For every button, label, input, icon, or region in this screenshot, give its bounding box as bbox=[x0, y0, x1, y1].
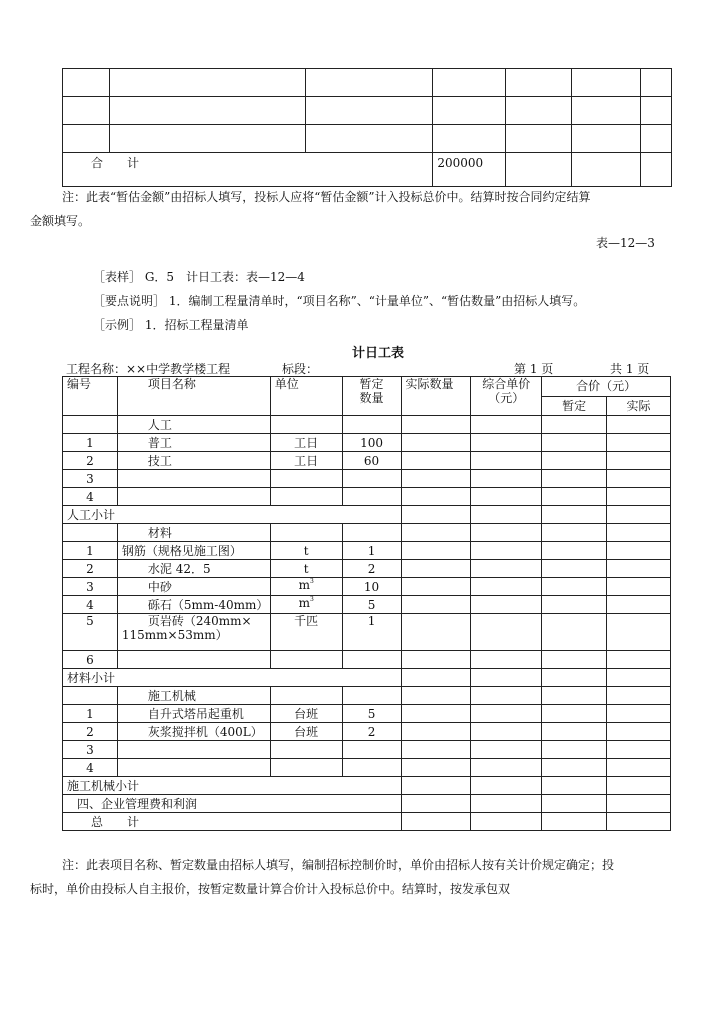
project-name: 工程名称：××中学教学楼工程 bbox=[66, 362, 231, 376]
header-unit-price: 综合单价 （元） bbox=[471, 377, 542, 416]
table-row bbox=[63, 97, 672, 125]
header-actual-qty: 实际数量 bbox=[401, 377, 471, 416]
table-row: 1 钢筋（规格见施工图） t 1 bbox=[63, 542, 671, 560]
header-total: 合价（元） bbox=[542, 377, 671, 397]
machinery-heading: 施工机械 bbox=[117, 687, 270, 705]
total-label: 合 计 bbox=[63, 153, 433, 187]
subtotal-row bbox=[63, 506, 671, 524]
header-unit: 单位 bbox=[270, 377, 342, 416]
table-row bbox=[63, 69, 672, 97]
top-provisional-table bbox=[62, 68, 672, 187]
section-heading-row bbox=[63, 687, 671, 705]
section-heading-row bbox=[63, 524, 671, 542]
mgmt-row bbox=[63, 795, 671, 813]
header-no: 编号 bbox=[63, 377, 118, 416]
header-row bbox=[63, 377, 671, 397]
table-row: 6 bbox=[63, 651, 671, 669]
spec-line: ［表样］ G．5 计日工表：表—12—4 bbox=[93, 270, 305, 284]
header-total-est: 暂定 bbox=[542, 396, 607, 416]
table-row: 3 bbox=[63, 741, 671, 759]
note-line: 金额填写。 bbox=[30, 214, 91, 228]
subtotal-row bbox=[63, 777, 671, 795]
table-reference: 表—12—3 bbox=[596, 236, 655, 250]
table-row bbox=[63, 125, 672, 153]
header-qty: 暂定 数量 bbox=[342, 377, 401, 416]
grand-total-row bbox=[63, 813, 671, 831]
form-title: 计日工表 bbox=[352, 346, 405, 361]
total-amount: 200000 bbox=[433, 153, 506, 187]
machinery-subtotal: 施工机械小计 bbox=[63, 777, 402, 795]
table-row: 1 自升式塔吊起重机 台班 5 bbox=[63, 705, 671, 723]
table-row: 4 砾石（5mm-40mm） $m^3$ 5 bbox=[63, 596, 671, 614]
header-total-actual: 实际 bbox=[607, 396, 671, 416]
table-row: 2 技工 工日 60 bbox=[63, 452, 671, 470]
table-row: 4 bbox=[63, 488, 671, 506]
note-line: 注：此表项目名称、暂定数量由招标人填写，编制招标控制价时，单价由招标人按有关计价规定确定；投 bbox=[62, 858, 615, 872]
page-number: 第 1 页 bbox=[514, 362, 554, 376]
section-label: 标段： bbox=[282, 362, 319, 376]
subtotal-row bbox=[63, 669, 671, 687]
table-row: 2 灰浆搅拌机（400L） 台班 2 bbox=[63, 723, 671, 741]
note-line: 注：此表“暂估金额”由招标人填写，投标人应将“暂估金额”计入投标总价中。结算时按合同约定结算 bbox=[62, 190, 591, 204]
note-line: 标时，单价由投标人自主报价，按暂定数量计算合价计入投标总价中。结算时，按发承包双 bbox=[30, 882, 511, 896]
labor-heading: 人工 bbox=[117, 416, 270, 434]
table-row bbox=[63, 153, 672, 187]
table-row: 5 页岩砖（240mm× 115mm×53mm） 千匹 1 bbox=[63, 614, 671, 651]
table-row: 3 bbox=[63, 470, 671, 488]
page-total: 共 1 页 bbox=[610, 362, 650, 376]
spec-line: ［示例］ 1．招标工程量清单 bbox=[93, 318, 249, 332]
spec-line: ［要点说明］ 1．编制工程量清单时，“项目名称”、“计量单位”、“暂估数量”由招标人填写。 bbox=[93, 294, 586, 308]
daywork-table bbox=[62, 376, 671, 831]
mgmt-label: 四、企业管理费和利润 bbox=[63, 795, 402, 813]
labor-subtotal: 人工小计 bbox=[63, 506, 402, 524]
table-row: 3 中砂 $m^3$ 10 bbox=[63, 578, 671, 596]
materials-heading: 材料 bbox=[117, 524, 270, 542]
table-row: 2 水泥 42．5 t 2 bbox=[63, 560, 671, 578]
grand-total-label: 总 计 bbox=[63, 813, 402, 831]
table-row: 4 bbox=[63, 759, 671, 777]
materials-subtotal: 材料小计 bbox=[63, 669, 402, 687]
table-row: 1 普工 工日 100 bbox=[63, 434, 671, 452]
section-heading-row bbox=[63, 416, 671, 434]
header-item: 项目名称 bbox=[117, 377, 270, 416]
